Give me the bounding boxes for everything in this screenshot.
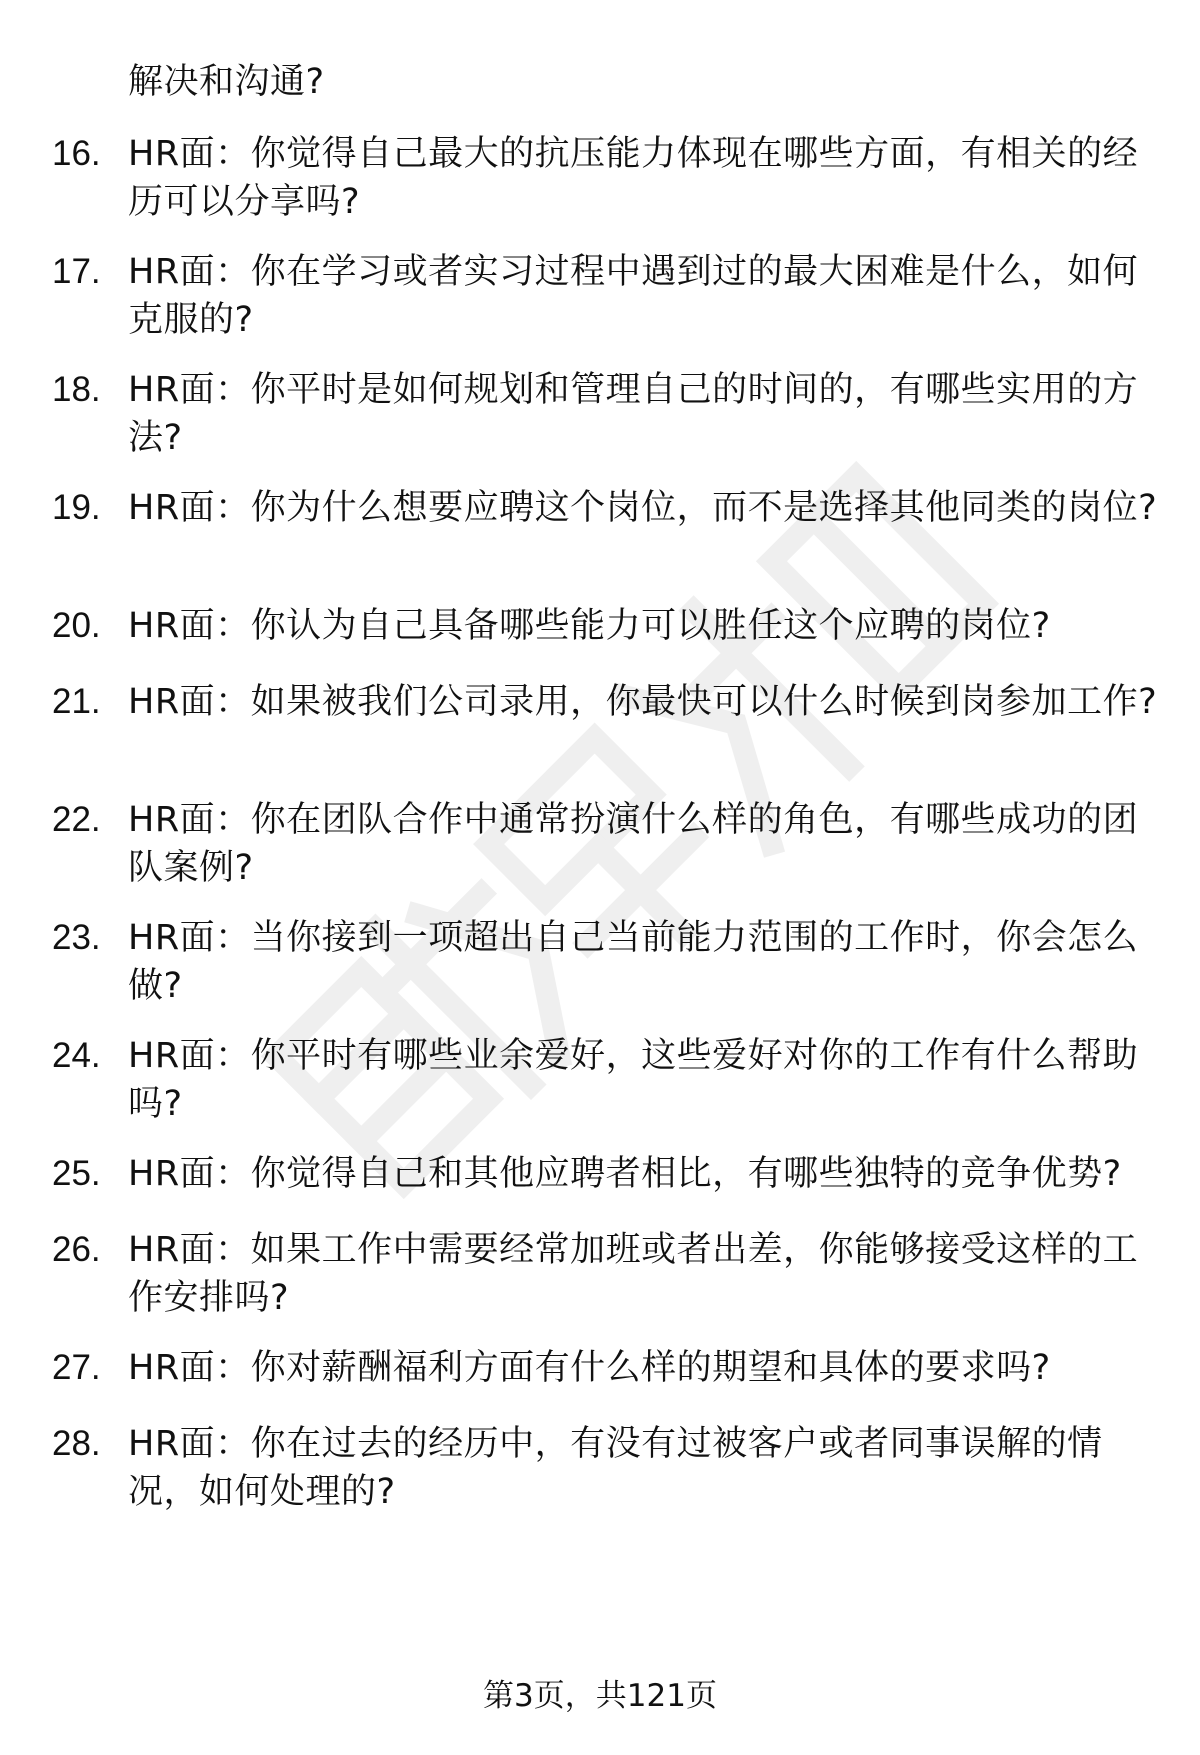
item-number: 17. xyxy=(52,252,101,291)
item-number: 18. xyxy=(52,370,101,409)
item-number: 24. xyxy=(52,1036,101,1075)
item-number: 23. xyxy=(52,918,101,957)
continuation-text: 解决和沟通? xyxy=(128,62,325,102)
item-text: HR面：你平时是如何规划和管理自己的时间的，有哪些实用的方法? xyxy=(128,370,1139,458)
item-text: HR面：你在学习或者实习过程中遇到过的最大困难是什么，如何克服的? xyxy=(128,252,1139,340)
item-text: HR面：当你接到一项超出自己当前能力范围的工作时，你会怎么做? xyxy=(128,918,1139,1006)
item-number: 27. xyxy=(52,1348,101,1387)
item-text: HR面：你认为自己具备哪些能力可以胜任这个应聘的岗位? xyxy=(128,606,1051,646)
item-text: HR面：如果被我们公司录用，你最快可以什么时候到岗参加工作? xyxy=(128,682,1158,722)
item-text: HR面：你对薪酬福利方面有什么样的期望和具体的要求吗? xyxy=(128,1348,1051,1388)
item-text: HR面：你觉得自己最大的抗压能力体现在哪些方面，有相关的经历可以分享吗? xyxy=(128,134,1139,222)
page-footer: 第3页，共121页 xyxy=(483,1678,717,1714)
item-number: 28. xyxy=(52,1424,101,1463)
item-number: 26. xyxy=(52,1230,101,1269)
item-number: 22. xyxy=(52,800,101,839)
item-number: 21. xyxy=(52,682,101,721)
item-number: 25. xyxy=(52,1154,101,1193)
item-number: 20. xyxy=(52,606,101,645)
item-text: HR面：你觉得自己和其他应聘者相比，有哪些独特的竞争优势? xyxy=(128,1154,1122,1194)
item-number: 19. xyxy=(52,488,101,527)
item-text: HR面：你在团队合作中通常扮演什么样的角色，有哪些成功的团队案例? xyxy=(128,800,1139,888)
item-text: HR面：如果工作中需要经常加班或者出差，你能够接受这样的工作安排吗? xyxy=(128,1230,1139,1318)
item-text: HR面：你平时有哪些业余爱好，这些爱好对你的工作有什么帮助吗? xyxy=(128,1036,1139,1124)
item-text: HR面：你在过去的经历中，有没有过被客户或者同事误解的情况，如何处理的? xyxy=(128,1424,1103,1512)
item-number: 16. xyxy=(52,134,101,173)
item-text: HR面：你为什么想要应聘这个岗位，而不是选择其他同类的岗位? xyxy=(128,488,1158,528)
